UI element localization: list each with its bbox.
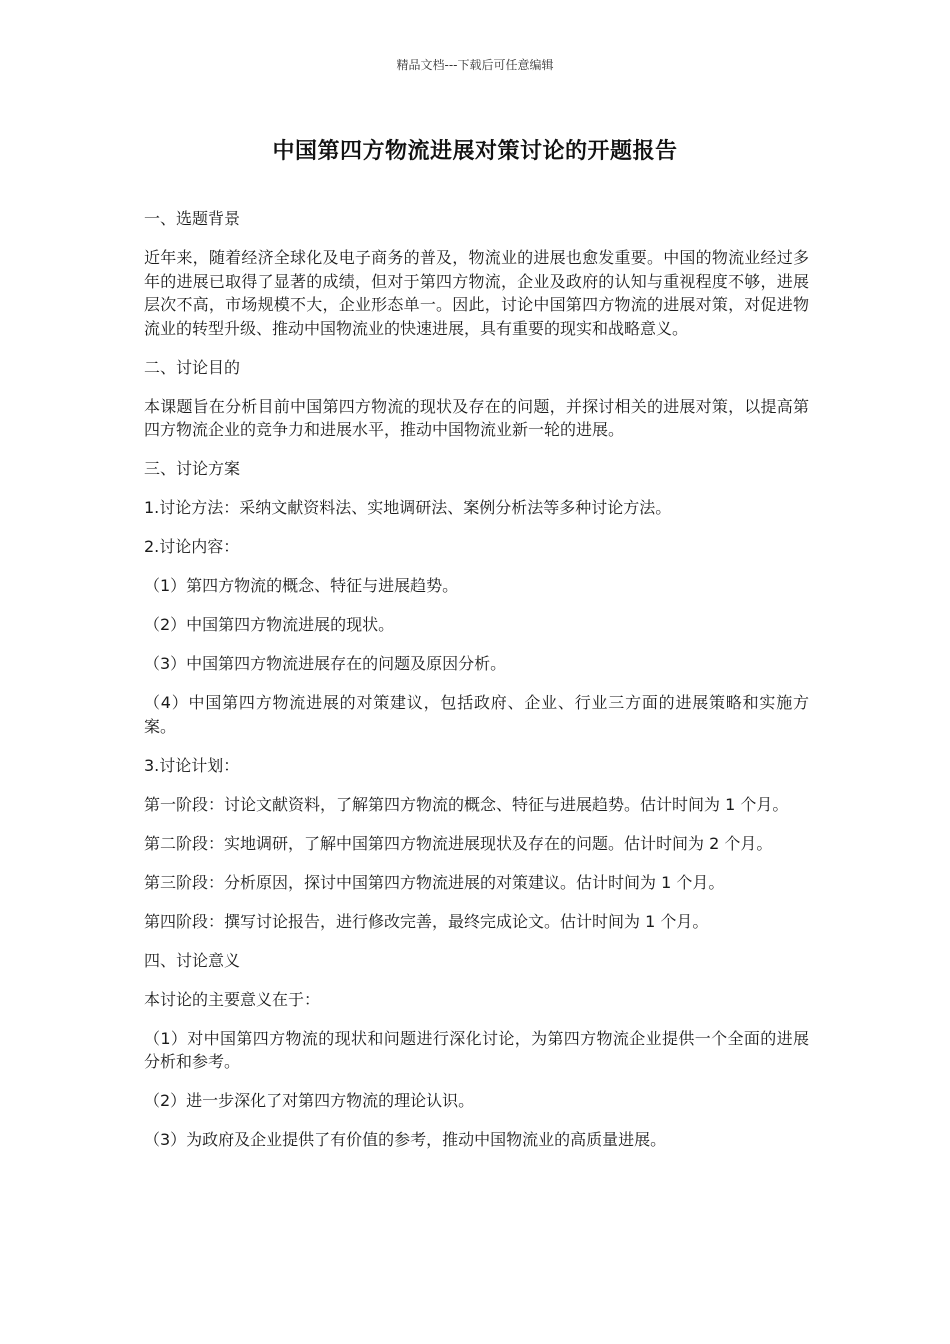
- document-body: [144, 207, 809, 1167]
- content-item: （1）第四方物流的概念、特征与进展趋势。: [144, 576, 459, 595]
- schedule-stage: 第四阶段：撰写讨论报告，进行修改完善，最终完成论文。估计时间为 1 个月。: [144, 911, 709, 931]
- significance-item: （1）对中国第四方物流的现状和问题进行深化讨论，为第四方物流企业提供一个全面的进展分析和参考。: [144, 1028, 809, 1071]
- significance-intro: 本讨论的主要意义在于：: [144, 989, 321, 1009]
- schedule-stage: 第一阶段：讨论文献资料，了解第四方物流的概念、特征与进展趋势。估计时间为 1 个月。: [144, 794, 789, 814]
- section-heading-background: 一、选题背景: [144, 209, 241, 228]
- content-item: （2）中国第四方物流进展的现状。: [144, 615, 395, 634]
- section-heading-purpose: 二、讨论目的: [144, 357, 241, 377]
- section-heading-plan: 三、讨论方案: [144, 459, 241, 478]
- page-header: 精品文档---下载后可任意编辑: [396, 58, 554, 72]
- schedule-stage: 第二阶段：实地调研，了解中国第四方物流进展现状及存在的问题。估计时间为 2 个月。: [144, 833, 773, 853]
- significance-item: （3）为政府及企业提供了有价值的参考，推动中国物流业的高质量进展。: [144, 1130, 667, 1149]
- content-heading: 2.讨论内容：: [144, 537, 240, 556]
- method-paragraph: 1.讨论方法：采纳文献资料法、实地调研法、案例分析法等多种讨论方法。: [144, 498, 672, 517]
- schedule-stage: 第三阶段：分析原因，探讨中国第四方物流进展的对策建议。估计时间为 1 个月。: [144, 872, 725, 892]
- purpose-paragraph: 本课题旨在分析目前中国第四方物流的现状及存在的问题，并探讨相关的进展对策，以提高第四方物流企业的竞争力和进展水平，推动中国物流业新一轮的进展。: [144, 396, 809, 439]
- section-heading-significance: 四、讨论意义: [144, 950, 241, 970]
- background-paragraph: 近年来，随着经济全球化及电子商务的普及，物流业的进展也愈发重要。中国的物流业经过多年的进展已取得了显著的成绩，但对于第四方物流，企业及政府的认知与重视程度不够，进展层次不高，市场规模不大，企业形态单一。因此，讨论中国第四方物流的进展对策，对促进物流业的转型升级、推动中国物流业的快速进展，具有重要的现实和战略意义。: [144, 248, 809, 338]
- content-item: （3）中国第四方物流进展存在的问题及原因分析。: [144, 654, 507, 673]
- content-item: （4）中国第四方物流进展的对策建议，包括政府、企业、行业三方面的进展策略和实施方案。: [144, 693, 809, 736]
- significance-item: （2）进一步深化了对第四方物流的理论认识。: [144, 1091, 475, 1110]
- schedule-heading: 3.讨论计划：: [144, 755, 240, 775]
- document-title: 中国第四方物流进展对策讨论的开题报告: [272, 139, 678, 164]
